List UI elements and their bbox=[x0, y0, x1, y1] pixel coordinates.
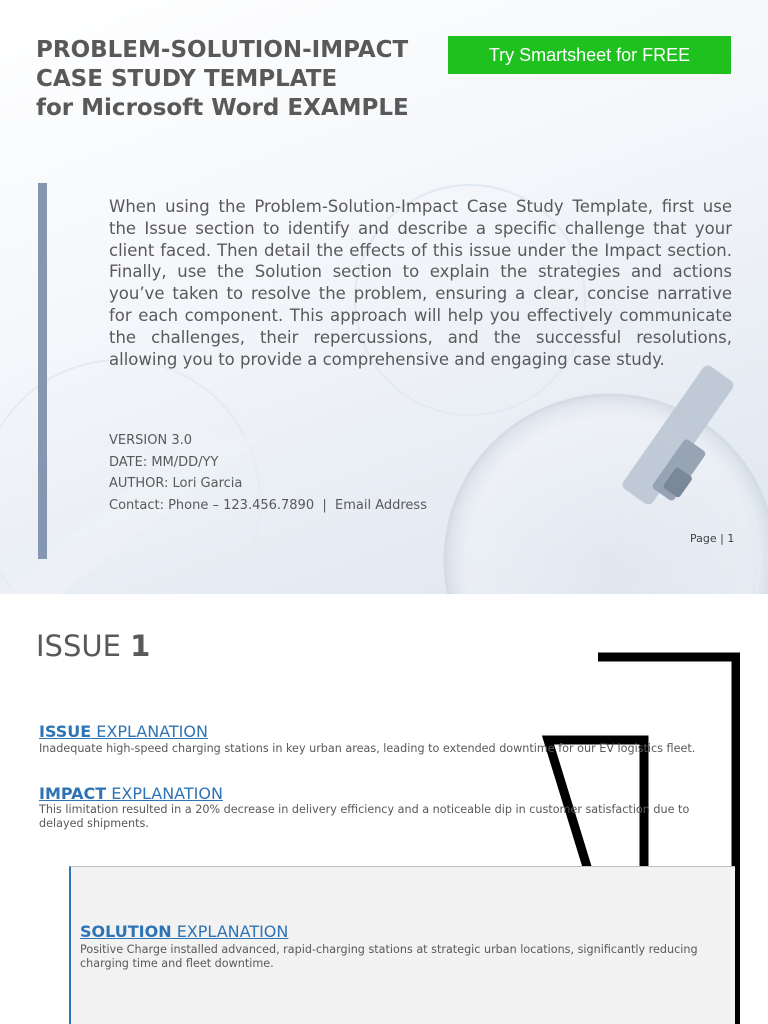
page-number-value: 1 bbox=[727, 532, 735, 545]
impact-explanation-text: This limitation resulted in a 20% decrease in delivery efficiency and a noticeable dip in customer satisfaction due to delayed shipments. bbox=[39, 803, 690, 830]
impact-explanation-bold: IMPACT bbox=[39, 784, 107, 803]
document-meta bbox=[109, 430, 427, 516]
page-label: Page bbox=[690, 532, 717, 545]
solution-explanation-bold: SOLUTION bbox=[80, 922, 172, 941]
date-text: DATE: MM/DD/YY bbox=[109, 454, 219, 470]
title-line-3: for Microsoft Word EXAMPLE bbox=[36, 95, 409, 121]
version-text: VERSION 3.0 bbox=[109, 433, 192, 448]
issue-explanation-heading bbox=[39, 722, 208, 741]
accent-bar bbox=[38, 183, 47, 559]
issue-explanation-bold: ISSUE bbox=[39, 722, 92, 741]
issue-heading-number: 1 bbox=[130, 629, 151, 663]
try-smartsheet-button[interactable]: Try Smartsheet for FREE bbox=[448, 36, 731, 74]
intro-paragraph: When using the Problem-Solution-Impact Case Study Template, first use the Issue section to identify and describe a specific challenge that your client faced. Then detail the effects of this issue under the Impact section. Finally, use the Solution section to explain the strategies and actions you’ve taken to resolve the problem, ensuring a clear, concise narrative for each component. This approach will help you effectively communicate the challenges, their repercussions, and the successful resolutions, allowing you to provide a comprehensive and engaging case study. bbox=[109, 197, 732, 369]
page-separator: | bbox=[720, 532, 724, 545]
solution-explanation-heading bbox=[80, 922, 288, 941]
solution-explanation-rest: EXPLANATION bbox=[171, 922, 289, 941]
title-line-1: PROBLEM-SOLUTION-IMPACT bbox=[36, 37, 409, 63]
issue-explanation-rest: EXPLANATION bbox=[91, 722, 208, 741]
author-text: AUTHOR: Lori Garcia bbox=[109, 476, 243, 491]
issue-heading-label: ISSUE bbox=[36, 629, 121, 663]
solution-box bbox=[69, 866, 735, 1024]
solution-explanation-text: Positive Charge installed advanced, rapid-charging stations at strategic urban locations, significantly reducing charging time and fleet downtime. bbox=[80, 943, 698, 970]
issue-explanation-text: Inadequate high-speed charging stations in key urban areas, leading to extended downtime for our EV logistics fleet. bbox=[39, 742, 696, 755]
document-title bbox=[36, 36, 456, 123]
issue-page bbox=[0, 594, 768, 1024]
title-line-2: CASE STUDY TEMPLATE bbox=[36, 66, 338, 92]
contact-text: Contact: Phone – 123.456.7890 | Email Address bbox=[109, 497, 427, 513]
page-number bbox=[690, 532, 734, 545]
issue-heading bbox=[36, 629, 150, 663]
impact-explanation-rest: EXPLANATION bbox=[106, 784, 223, 803]
impact-explanation-heading bbox=[39, 784, 223, 803]
